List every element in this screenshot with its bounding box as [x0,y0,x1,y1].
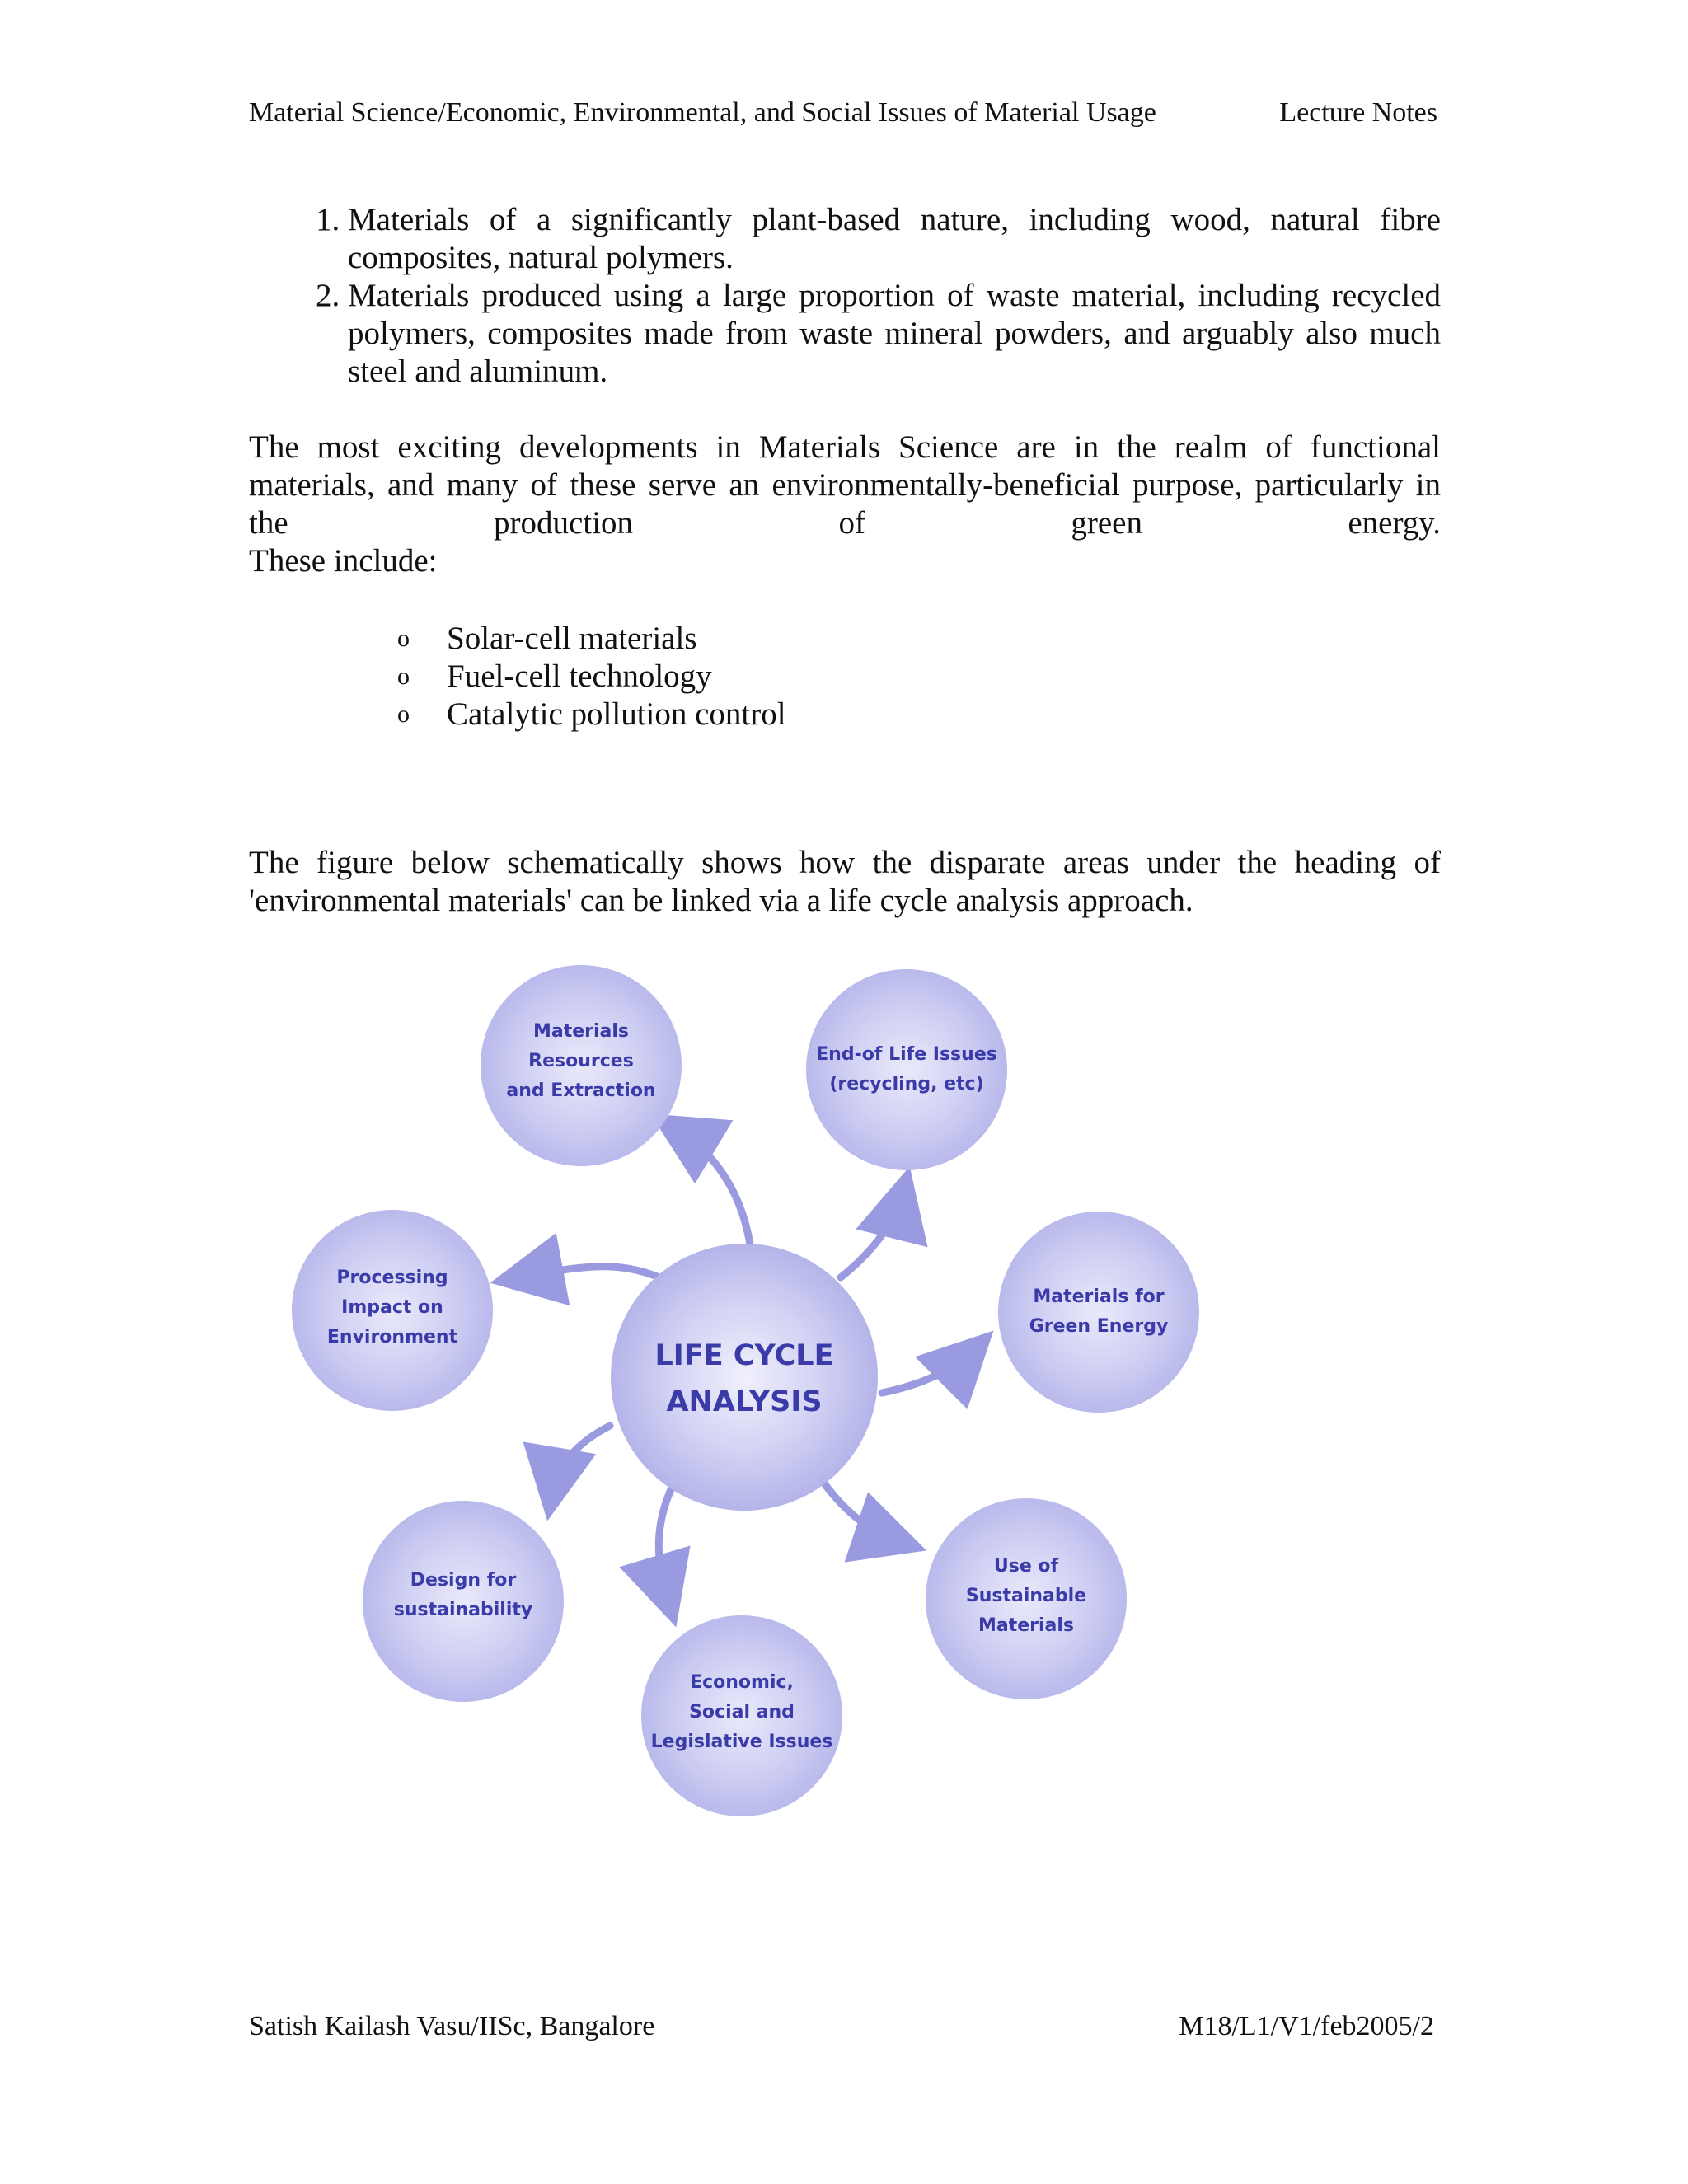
bullet-marker: o [397,701,410,728]
node-text: Materials for [1033,1286,1165,1307]
arrow-to-design [552,1426,610,1492]
list-item [397,696,786,733]
node-sustainable-materials [926,1498,1127,1699]
life-cycle-diagram [272,948,1245,1838]
node-text: End-of Life Issues [816,1044,997,1065]
node-economic-social [641,1615,842,1816]
node-text: Design for [410,1570,517,1591]
node-text: Materials [978,1615,1075,1636]
node-text: Impact on [341,1297,443,1318]
bullet-marker: o [397,625,410,652]
center-text: LIFE CYCLE [654,1339,834,1372]
node-materials-resources [481,965,682,1166]
node-text: (recycling, etc) [829,1074,984,1094]
bullet-text: Fuel-cell technology [447,658,712,694]
node-text: Social and [689,1702,795,1722]
node-text: Sustainable [965,1586,1087,1606]
arrow-to-resources [676,1129,750,1244]
list-item: 2. Materials produced using a large proportion of waste material, including recycled polymers, composites made from waste mineral powders, and arguably also much steel and aluminum. [348,277,1441,391]
node-text: Environment [326,1327,458,1347]
node-text: Green Energy [1029,1316,1169,1337]
node-text: Resources [528,1051,634,1071]
node-text: Processing [336,1268,448,1288]
arrow-to-green-energy [882,1352,973,1393]
paragraph-figure-intro: The figure below schematically shows how the disparate areas under the heading of 'environmental materials' can be linked via a life cycle analysis approach. [249,845,1441,918]
node-end-of-life [806,969,1007,1170]
node-design-sustainability [363,1501,564,1702]
arrow-to-economic [659,1488,672,1599]
arrow-to-processing [519,1267,659,1277]
list-item [397,658,786,696]
node-text: and Extraction [506,1080,656,1101]
node-text: Legislative Issues [650,1732,833,1752]
list-item: 1. Materials of a significantly plant-based nature, including wood, natural fibre composites, natural polymers. [348,201,1441,277]
node-green-energy [998,1212,1199,1413]
node-text: Economic, [690,1672,794,1693]
center-text: ANALYSIS [666,1385,823,1418]
bullet-text: Solar-cell materials [447,621,697,656]
bullet-text: Catalytic pollution control [447,696,786,732]
header-title: Material Science/Economic, Environmental, and Social Issues of Material Usage [249,97,1156,128]
list-item [397,620,786,658]
paragraph-body: The most exciting developments in Materials Science are in the realm of functional materials, and many of these serve an environmentally-beneficial purpose, particularly in the production of green energy. [249,429,1441,541]
paragraph-tail: These include: [249,543,438,579]
arrow-to-sustainable [824,1483,898,1541]
footer-author: Satish Kailash Vasu/IISc, Bangalore [249,2011,655,2041]
node-text: Materials [532,1021,630,1042]
node-processing-impact [292,1210,493,1411]
bullet-marker: o [397,663,410,690]
footer-doc-id: M18/L1/V1/feb2005/2 [1179,2011,1434,2041]
paragraph-functional-materials [249,429,1441,580]
numbered-list [249,201,1441,391]
svg-text:ProcessingImpact onEnvironment [327,1268,458,1347]
node-life-cycle-analysis [611,1244,878,1511]
node-text: Use of [993,1556,1059,1577]
header-lecture-notes: Lecture Notes [1279,97,1437,128]
bullet-list [397,620,786,733]
arrow-to-end-of-life [841,1195,903,1277]
node-text: sustainability [393,1600,533,1620]
